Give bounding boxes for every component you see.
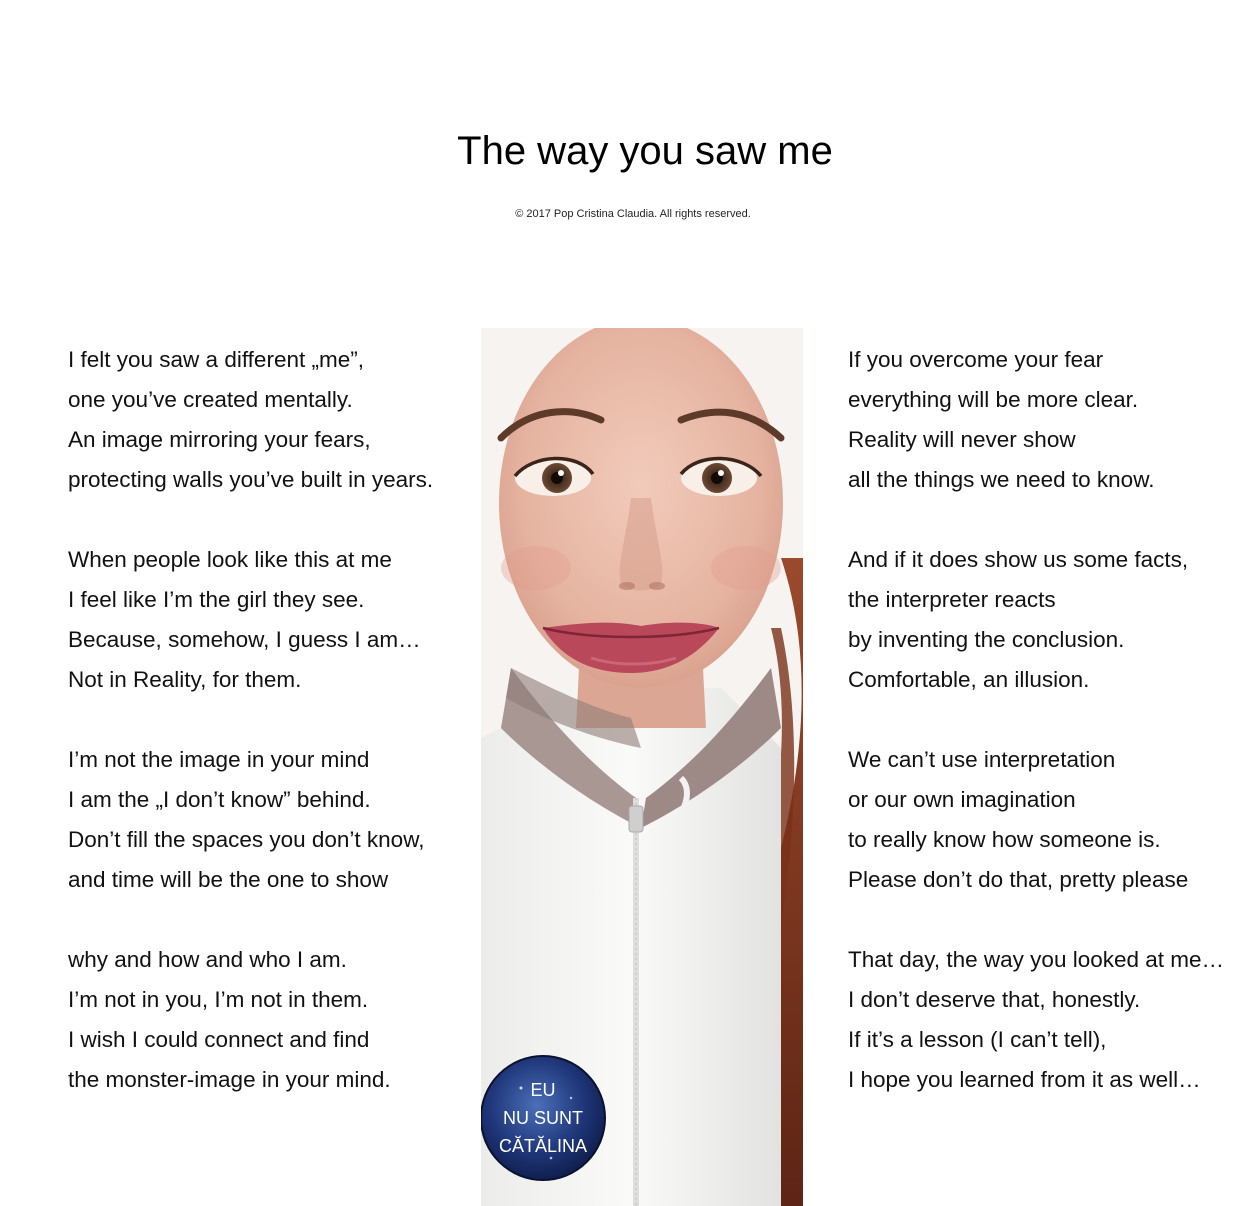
badge-pin xyxy=(481,1056,605,1180)
poem-line: why and how and who I am. xyxy=(68,947,347,972)
stanza xyxy=(68,740,473,900)
poem-line: I don’t deserve that, honestly. xyxy=(848,987,1141,1012)
stanza xyxy=(68,540,473,700)
poem-line: everything will be more clear. xyxy=(848,387,1139,412)
poem-line: or our own imagination xyxy=(848,787,1076,812)
stanza xyxy=(848,340,1248,500)
poem-line: Not in Reality, for them. xyxy=(68,667,302,692)
poem-line: We can’t use interpretation xyxy=(848,747,1116,772)
poem-line: I feel like I’m the girl they see. xyxy=(68,587,365,612)
poem-line: protecting walls you’ve built in years. xyxy=(68,467,434,492)
badge-text-line: CĂTĂLINA xyxy=(498,1136,588,1156)
poem-left-column xyxy=(68,340,473,1100)
poem-line: Please don’t do that, pretty please xyxy=(848,867,1189,892)
stanza xyxy=(848,540,1248,700)
poem-line: and time will be the one to show xyxy=(68,867,389,892)
badge-text-line: NU SUNT xyxy=(503,1108,583,1128)
poem-line: the interpreter reacts xyxy=(848,587,1056,612)
poem-line: all the things we need to know. xyxy=(848,467,1155,492)
poem-line: I wish I could connect and find xyxy=(68,1027,370,1052)
poem-line: That day, the way you looked at me… xyxy=(848,947,1225,972)
poem-line: one you’ve created mentally. xyxy=(68,387,353,412)
poem-line: An image mirroring your fears, xyxy=(68,427,371,452)
poem-line: Because, somehow, I guess I am… xyxy=(68,627,421,652)
portrait-photo xyxy=(481,328,803,1206)
poem-line: by inventing the conclusion. xyxy=(848,627,1125,652)
poem-line: the monster-image in your mind. xyxy=(68,1067,391,1092)
poem-line: If you overcome your fear xyxy=(848,347,1104,372)
poem-line: Don’t fill the spaces you don’t know, xyxy=(68,827,425,852)
stanza xyxy=(848,940,1248,1100)
poem-line: If it’s a lesson (I can’t tell), xyxy=(848,1027,1107,1052)
poem-line: I am the „I don’t know” behind. xyxy=(68,787,371,812)
poem-title: The way you saw me xyxy=(457,129,833,173)
copyright-notice: © 2017 Pop Cristina Claudia. All rights reserved. xyxy=(515,208,751,220)
badge-text-line: EU xyxy=(530,1080,556,1100)
stanza xyxy=(848,740,1248,900)
stanza xyxy=(68,940,473,1100)
poem-line: When people look like this at me xyxy=(68,547,392,572)
poem-line: I’m not the image in your mind xyxy=(68,747,370,772)
poem-line: Comfortable, an illusion. xyxy=(848,667,1090,692)
stanza xyxy=(68,340,473,500)
poem-line: I hope you learned from it as well… xyxy=(848,1067,1201,1092)
poem-line: to really know how someone is. xyxy=(848,827,1161,852)
poem-line: And if it does show us some facts, xyxy=(848,547,1189,572)
poem-right-column xyxy=(848,340,1248,1100)
poem-line: I’m not in you, I’m not in them. xyxy=(68,987,369,1012)
poem-line: I felt you saw a different „me”, xyxy=(68,347,364,372)
portrait-illustration xyxy=(481,328,803,1206)
poem-line: Reality will never show xyxy=(848,427,1076,452)
